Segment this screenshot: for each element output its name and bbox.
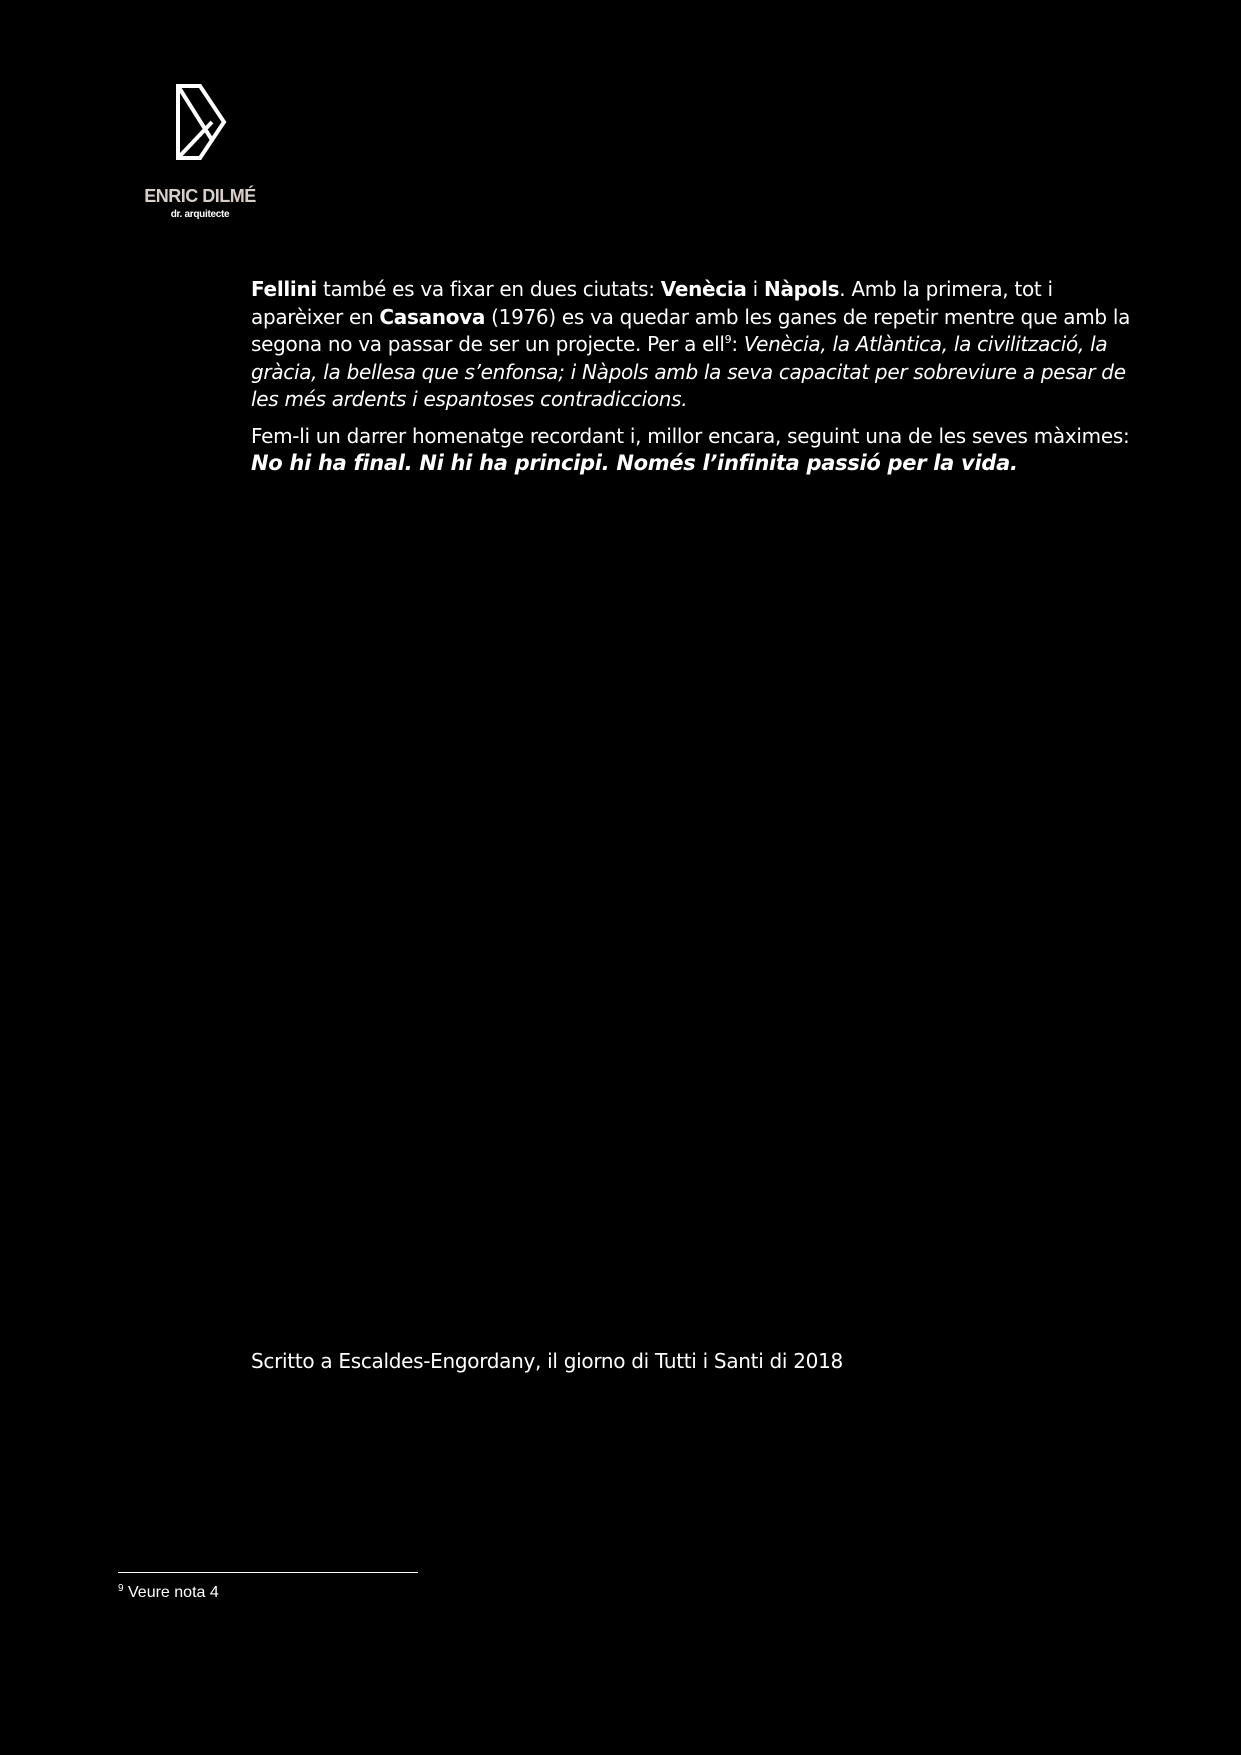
signature-line: Scritto a Escaldes-Engordany, il giorno di Tutti i Santi di 2018 — [251, 1349, 843, 1373]
d-monogram-icon — [172, 82, 228, 162]
logo-name: ENRIC DILMÉ — [144, 186, 256, 206]
body-text — [251, 276, 1141, 487]
footnote-divider — [118, 1572, 418, 1573]
fellini-quote: Venècia, la Atlàntica, la civilització, la gràcia, la bellesa que s’enfonsa; i Nàpols amb la seva capacitat per sobreviure a pesar de les més ardents i espantoses contradiccions. — [251, 332, 1126, 411]
logo-subtitle: dr. arquitecte — [170, 209, 230, 220]
footnote-reference[interactable]: 9 — [724, 333, 732, 346]
paragraph-1: Fellini també es va fixar en dues ciutats: Venècia i Nàpols. Amb la primera, tot i aparèixer en Casanova (1976) es va quedar amb les ganes de repetir mentre que amb la segona no va passar de ser un projecte. Per a ell$^9$: Venècia, la Atlàntica, la civilització, la gràcia, la bellesa que s’enfonsa; i Nàpols amb la seva capacitat per sobreviure a pesar de les més ardents i espantoses contradiccions. — [251, 277, 1131, 411]
venecia-name: Venècia — [660, 277, 747, 301]
fellini-name: Fellini — [251, 277, 317, 301]
casanova-title: Casanova — [379, 304, 486, 329]
footnote-text: Veure nota 4 — [123, 1584, 219, 1601]
napols-name: Nàpols — [764, 277, 840, 301]
footnote-number: 9 — [118, 1583, 124, 1594]
logo — [140, 82, 260, 222]
fellini-maxim: No hi ha final. Ni hi ha principi. Només l’infinita passió per la vida. — [251, 451, 1018, 475]
paragraph-2: Fem-li un darrer homenatge recordant i, millor encara, seguint una de les seves màximes: No hi ha final. Ni hi ha principi. Només l’infinita passió per la vida. — [251, 423, 1130, 475]
footnote — [118, 1584, 219, 1602]
